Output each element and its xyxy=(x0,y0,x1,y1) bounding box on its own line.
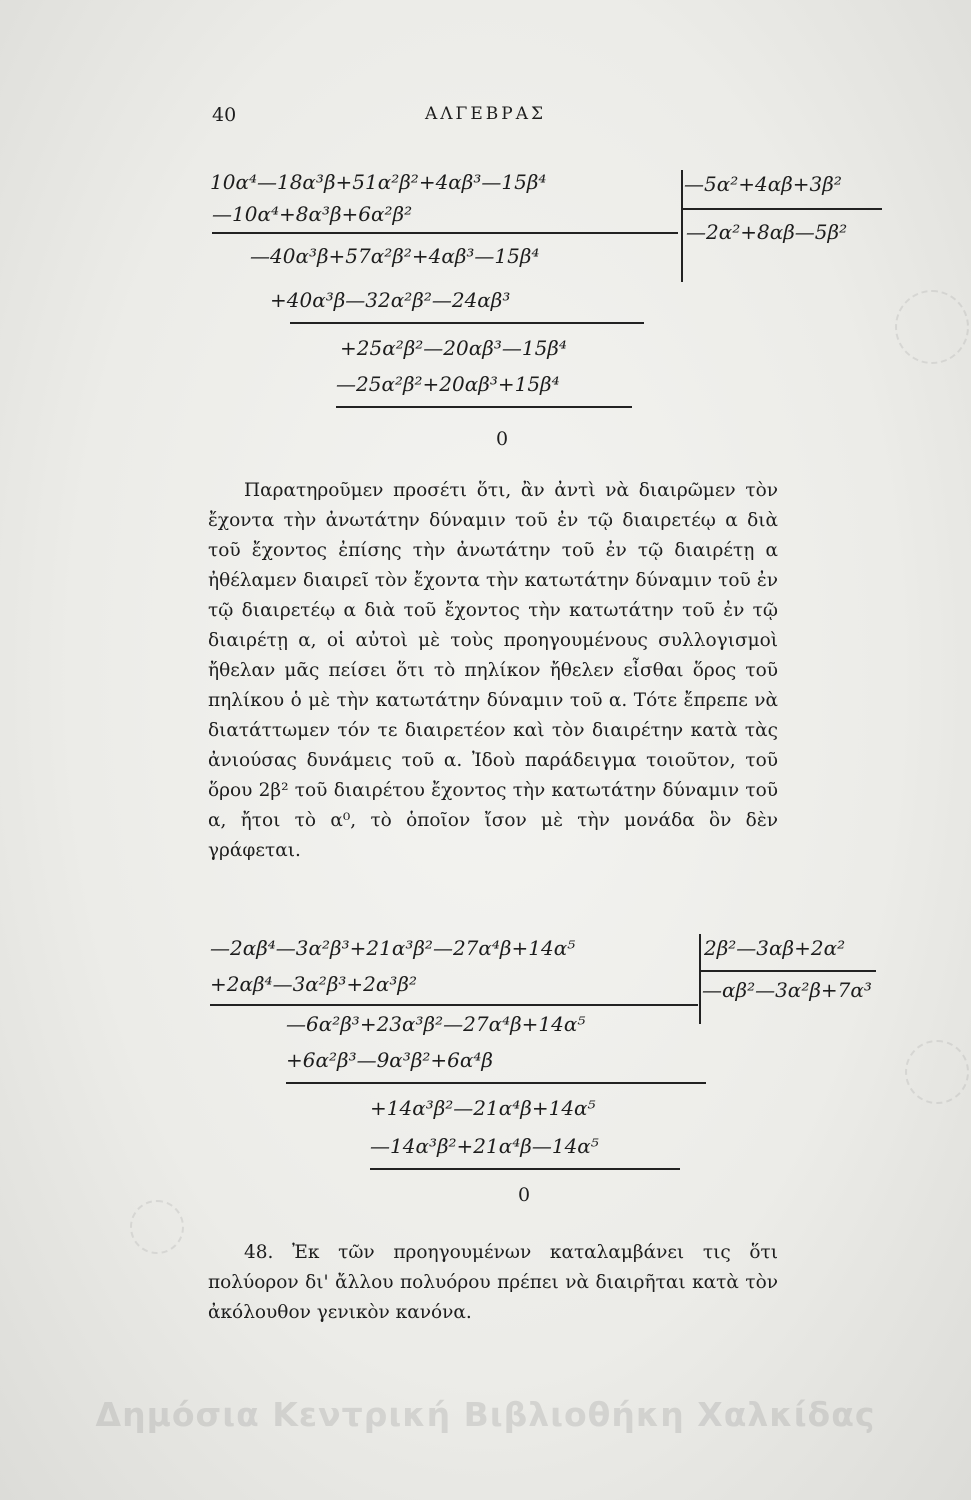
library-watermark: Δημόσια Κεντρική Βιβλιοθήκη Χαλκίδας xyxy=(95,1395,876,1434)
subtracted-line: —25α²β²+20αβ³+15β⁴ xyxy=(336,372,560,396)
remainder-line: —6α²β³+23α³β²—27α⁴β+14α⁵ xyxy=(286,1012,586,1036)
remainder-line: +14α³β²—21α⁴β+14α⁵ xyxy=(370,1096,596,1120)
subtracted-line: +40α³β—32α²β²—24αβ³ xyxy=(270,288,511,312)
divisor: 2β²—3αβ+2α² xyxy=(704,936,846,960)
quotient-rule xyxy=(700,970,876,972)
divisor: —5α²+4αβ+3β² xyxy=(684,172,842,196)
division-rule xyxy=(290,322,644,324)
division-rule xyxy=(286,1082,706,1084)
subtracted-line: —14α³β²+21α⁴β—14α⁵ xyxy=(370,1134,599,1158)
section-48-paragraph: 48. Ἐκ τῶν προηγουμένων καταλαμβάνει τις ὅτι πολύορον δι' ἄλλου πολυόρου πρέπει νὰ διαιρῆται κατὰ τὸν ἀκόλουθον γενικὸν κανόνα. xyxy=(208,1242,778,1323)
division-rule xyxy=(336,406,632,408)
remainder-line: —40α³β+57α²β²+4αβ³—15β⁴ xyxy=(250,244,540,268)
division-rule xyxy=(210,1004,698,1006)
faint-library-stamp xyxy=(895,290,969,364)
quotient-rule xyxy=(682,208,882,210)
divisor-bar xyxy=(681,170,683,282)
quotient: —2α²+8αβ—5β² xyxy=(686,220,848,244)
subtracted-line: +2αβ⁴—3α²β³+2α³β² xyxy=(210,972,417,996)
final-remainder: 0 xyxy=(496,428,509,450)
running-title: ΑΛΓΕΒΡΑΣ xyxy=(425,104,546,124)
divisor-bar xyxy=(699,934,701,1024)
explanatory-paragraph: Παρατηροῦμεν προσέτι ὅτι, ἂν ἀντὶ νὰ διαιρῶμεν τὸν ἔχοντα τὴν ἀνωτάτην δύναμιν τοῦ ἐν τῷ διαιρετέῳ α διὰ τοῦ ἔχοντος ἐπίσης τὴν ἀνωτάτην τοῦ ἐν τῷ διαιρέτῃ α ἠθέλαμεν διαιρεῖ τὸν ἔχοντα τὴν κατωτάτην δύναμιν τοῦ ἐν τῷ διαιρετέῳ α διὰ τοῦ ἔχοντος τὴν κατωτάτην τοῦ ἐν τῷ διαιρέτῃ α, οἱ αὐτοὶ μὲ τοὺς προηγουμένους συλλογισμοὶ ἤθελαν μᾶς πείσει ὅτι τὸ πηλίκον ἤθελεν εἶσθαι ὅρος τοῦ πηλίκου ὁ μὲ τὴν κατωτάτην δύναμιν τοῦ α. Τότε ἔπρεπε νὰ διατάττωμεν τόν τε διαιρετέον καὶ τὸν διαιρέτην κατὰ τὰς ἀνιούσας δυνάμεις τοῦ α. Ἰδοὺ παράδειγμα τοιοῦτον, τοῦ ὅρου 2β² τοῦ διαιρέτου ἔχοντος τὴν κατωτάτην δύναμιν τοῦ α, ἤτοι τὸ α⁰, τὸ ὁποῖον ἴσον μὲ τὴν μονάδα ὃν δὲν γράφεται. xyxy=(208,480,778,861)
subtracted-line: +6α²β³—9α³β²+6α⁴β xyxy=(286,1048,493,1072)
faint-library-stamp xyxy=(905,1040,969,1104)
subtracted-line: —10α⁴+8α³β+6α²β² xyxy=(212,202,413,226)
page-header xyxy=(0,98,971,138)
dividend-line: 10α⁴—18α³β+51α²β²+4αβ³—15β⁴ xyxy=(210,170,547,194)
dividend-line: —2αβ⁴—3α²β³+21α³β²—27α⁴β+14α⁵ xyxy=(210,936,576,960)
division-rule xyxy=(370,1168,680,1170)
quotient: —αβ²—3α²β+7α³ xyxy=(702,978,872,1002)
remainder-line: +25α²β²—20αβ³—15β⁴ xyxy=(340,336,567,360)
page-number: 40 xyxy=(212,104,237,126)
faint-library-stamp xyxy=(130,1200,184,1254)
division-rule xyxy=(212,232,678,234)
final-remainder: 0 xyxy=(518,1184,531,1206)
